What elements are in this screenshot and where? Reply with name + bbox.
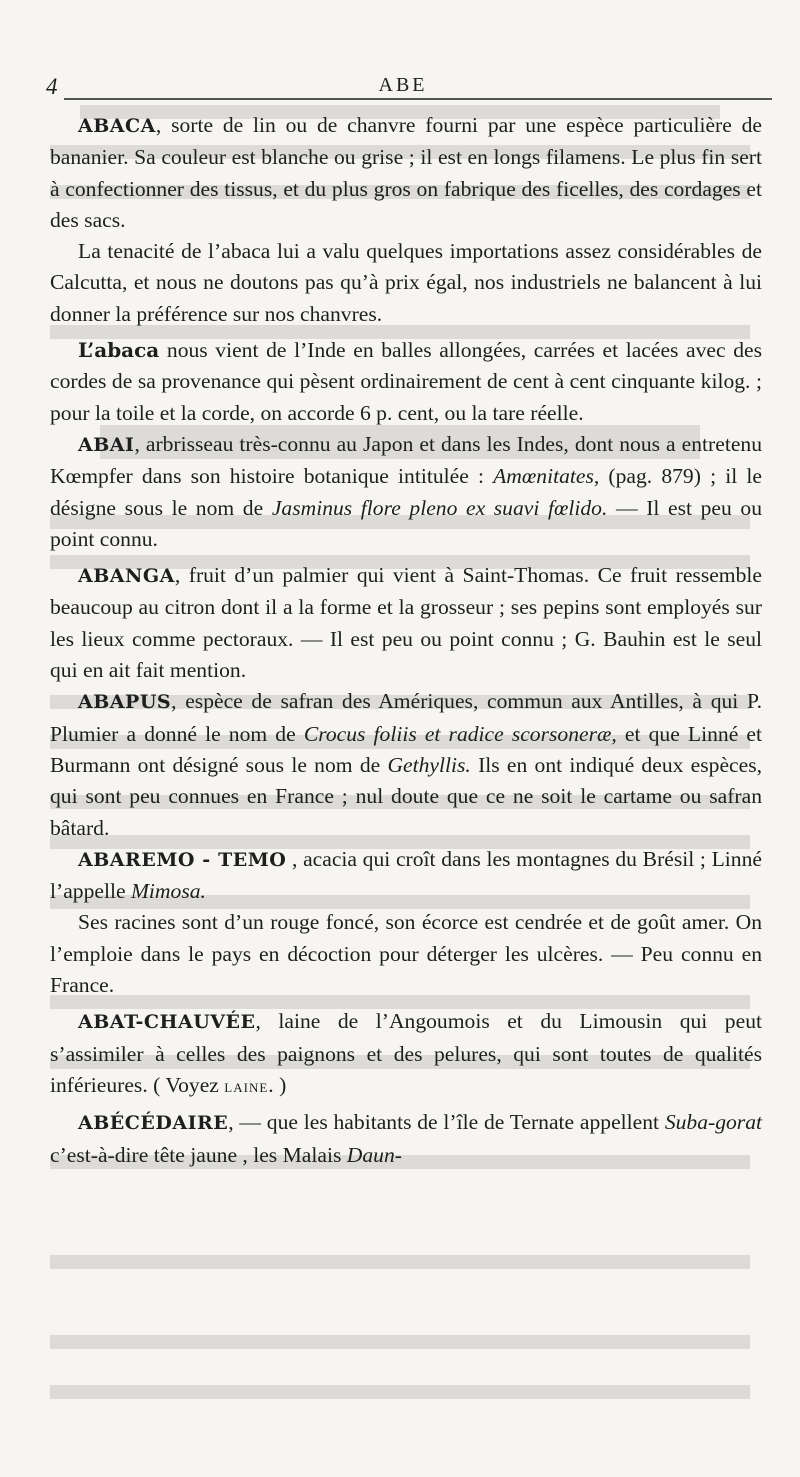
entry-abaca bbox=[50, 110, 762, 236]
entry-text: , espèce de safran des Amériques, commun aux Antilles, à qui P. Plumier a donné le nom de bbox=[50, 689, 762, 746]
entry-text: et que Linné et Burmann ont désigné sous le nom de bbox=[50, 721, 763, 777]
entry-text: , laine de l’Angoumois et du Limousin qui peut s’assimiler à celles des paignons et des pelures, qui sont toutes de qualités inférieures. ( Voyez bbox=[50, 1009, 762, 1097]
headword: ABÉCÉDAIRE bbox=[78, 1112, 229, 1135]
entry-text: — Il est peu ou point connu. bbox=[50, 495, 762, 551]
entry-abaremo-temo bbox=[50, 844, 762, 908]
header-rule bbox=[64, 98, 772, 100]
entry-text: . ) bbox=[268, 1072, 287, 1097]
running-header bbox=[44, 74, 762, 104]
cross-reference: laine bbox=[224, 1075, 269, 1097]
paragraph-text: nous vient de l’Inde en balles allongées, carrées et lacées avec des cordes de sa provenance qui pèsent ordinairement de cent à cent cinquante kilog. ; pour la toile et la corde, on accorde 6 p. cent, ou la tare réelle. bbox=[50, 338, 762, 425]
entry-text: , fruit d’un palmier qui vient à Saint-Thomas. Ce fruit ressemble beaucoup au citron dont il a la forme et la grosseur ; ses pepins sont employés sur les lieux comme pectoraux. — Il est peu ou point connu ; G. Bauhin est le seul qui en ait fait mention. bbox=[50, 563, 762, 683]
entry-text: (pag. 879) ; il le désigne sous le nom de bbox=[50, 464, 762, 520]
italic-term: Mimosa. bbox=[130, 879, 206, 904]
italic-term: Amœnitates, bbox=[493, 464, 600, 489]
italic-term: Daun- bbox=[346, 1142, 402, 1167]
paragraph-text: Ses racines sont d’un rouge foncé, son écorce est cendrée et de goût amer. On l’emploie dans le pays en décoction pour déterger les ulcères. — Peu connu en France. bbox=[50, 910, 762, 998]
entry-text: Ils en ont indiqué deux espèces, qui sont peu connues en France ; nul doute que ce ne soit le cartame ou safran bâtard. bbox=[50, 752, 762, 840]
italic-term: Jasminus flore pleno ex suavi fœlido. bbox=[271, 495, 608, 520]
entry-abai bbox=[50, 429, 762, 555]
italic-term: Gethyllis. bbox=[387, 752, 471, 777]
entry-text: , — que les habitants de l’île de Ternate appellent bbox=[228, 1110, 665, 1135]
entry-abanga bbox=[50, 560, 762, 686]
dictionary-text bbox=[50, 110, 762, 1171]
running-title: ABE bbox=[378, 74, 428, 96]
headword: ABAPUS bbox=[78, 691, 172, 714]
entry-text: , arbrisseau très-connu au Japon et dans les Indes, dont nous a entretenu Kœmpfer dans son histoire botanique intitulée : bbox=[50, 431, 762, 489]
entry-abaca-paragraph-3 bbox=[50, 335, 762, 429]
entry-abaremo-paragraph-2 bbox=[50, 907, 762, 1001]
entry-text: , sorte de lin ou de chanvre fourni par une espèce particulière de bananier. Sa couleur est blanche ou grise ; il est en longs filamens. Le plus fin sert à confectionner des tissus, et du plus gros on fabrique des ficelles, des cordages et des sacs. bbox=[50, 113, 762, 232]
headword: ABACA bbox=[78, 115, 156, 137]
headword: ABAT-CHAUVÉE bbox=[78, 1011, 256, 1034]
headword: ABAI bbox=[78, 433, 135, 456]
italic-term: Crocus foliis et radice scorsoneræ, bbox=[303, 721, 617, 746]
headword: ABANGA bbox=[78, 565, 175, 588]
headword: ABAREMO - TEMO bbox=[78, 848, 287, 871]
paragraph-text: La tenacité de l’abaca lui a valu quelques importations assez considérables de Calcutta, et nous ne doutons pas qu’à prix égal, nos industriels ne balancent à lui donner la préférence sur nos chanvres. bbox=[50, 239, 762, 326]
italic-term: Suba-gorat bbox=[664, 1110, 762, 1135]
entry-abapus bbox=[50, 686, 762, 843]
sub-headword: L’abaca bbox=[78, 338, 160, 363]
entry-text: , acacia qui croît dans les montagnes du Brésil ; Linné l’appelle bbox=[50, 846, 762, 904]
entry-abecedaire bbox=[50, 1107, 762, 1171]
entry-text: c’est-à-dire tête jaune , les Malais bbox=[50, 1142, 347, 1167]
entry-abat-chauvee bbox=[50, 1006, 762, 1102]
page-number: 4 bbox=[46, 74, 58, 99]
entry-abaca-paragraph-2 bbox=[50, 236, 762, 330]
